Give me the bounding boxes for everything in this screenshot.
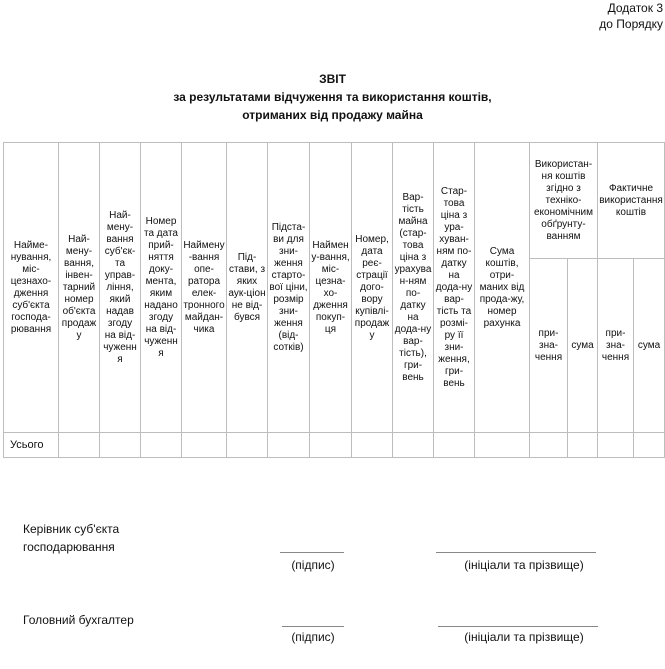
table-cell <box>598 433 634 458</box>
table-cell <box>227 433 268 458</box>
head-name-caption: (ініціали та прізвище) <box>464 558 584 572</box>
accountant-signature-line <box>282 626 344 627</box>
head-signatory-label <box>23 520 119 556</box>
table-cell <box>352 433 393 458</box>
table-cell <box>59 433 100 458</box>
header-cell: Номер, дата реє-страції дого-вору купівлі-продажу <box>352 143 393 433</box>
accountant-name-line <box>438 626 598 627</box>
header-cell: Сума коштів, отри-маних від прода-жу, номер рахунка <box>475 143 530 433</box>
header-row <box>4 143 665 259</box>
table-cell <box>568 433 598 458</box>
total-label: Усього <box>4 433 59 458</box>
annex-line-1: Додаток 3 <box>607 1 663 15</box>
head-signature-caption: (підпис) <box>291 558 335 572</box>
header-cell: Стар-това ціна з ура-хуван-ням по-датку на дода-ну вар-тість та розмі-ру її зни-ження, гри-вень <box>434 143 475 433</box>
table-cell <box>141 433 182 458</box>
head-signature-line <box>280 552 344 553</box>
header-cell: Наймену-вання опе-ратора елек-тронного майдан-чика <box>182 143 227 433</box>
accountant-signature-caption: (підпис) <box>291 630 335 644</box>
report-title-line-2: за результатами відчуження та використання коштів, <box>173 90 492 104</box>
header-cell: Най-мену-вання суб'єк-та управ-ління, який надав згоду на від-чуження <box>100 143 141 433</box>
header-cell: Номер та дата прий-няття доку-мента, яким надано згоду на від-чуження <box>141 143 182 433</box>
table-cell <box>100 433 141 458</box>
report-title-line-3: отриманих від продажу майна <box>242 108 423 122</box>
total-row <box>4 433 665 458</box>
header-cell: Найме-нування, міс-цезнахо-дження суб'єкта господа-рювання <box>4 143 59 433</box>
header-cell: Підста-ви для зни-ження старто-вої ціни, розмір зни-ження (від-сотків) <box>268 143 310 433</box>
annex-line-2: до Порядку <box>599 17 663 31</box>
subheader-purpose: при-зна-чення <box>530 259 568 433</box>
group-header-planned-use: Використан-ня коштів згідно з техніко-економічним обґрунту-ванням <box>530 143 598 259</box>
report-title-line-1: ЗВІТ <box>319 72 346 86</box>
table-cell <box>268 433 310 458</box>
accountant-name-caption: (ініціали та прізвище) <box>464 630 584 644</box>
header-cell: Най-мену-вання, інвен-тарний номер об'єкта продажу <box>59 143 100 433</box>
table-cell <box>475 433 530 458</box>
head-signatory-line-1: Керівник суб'єкта <box>23 522 120 536</box>
table-cell <box>434 433 475 458</box>
accountant-label: Головний бухгалтер <box>23 613 134 627</box>
header-cell: Вар-тість майна (стар-това ціна з урахуван-ням по-датку на дода-ну вар-тість), гри-вень <box>393 143 434 433</box>
report-title <box>0 70 665 124</box>
table-cell <box>182 433 227 458</box>
head-name-line <box>436 552 596 553</box>
subheader-sum: сума <box>634 259 665 433</box>
subheader-sum: сума <box>568 259 598 433</box>
header-cell: Під-стави, з яких аук-ціон не від-бувся <box>227 143 268 433</box>
subheader-purpose: при-зна-чення <box>598 259 634 433</box>
annex-note <box>599 0 663 32</box>
table-cell <box>393 433 434 458</box>
table-cell <box>530 433 568 458</box>
table-cell <box>310 433 352 458</box>
report-table <box>3 142 665 458</box>
header-cell: Наймену-вання, міс-цезна-хо-дження покуп-ця <box>310 143 352 433</box>
head-signatory-line-2: господарювання <box>23 540 115 554</box>
group-header-actual-use: Фактичне використання коштів <box>598 143 665 259</box>
table-cell <box>634 433 665 458</box>
